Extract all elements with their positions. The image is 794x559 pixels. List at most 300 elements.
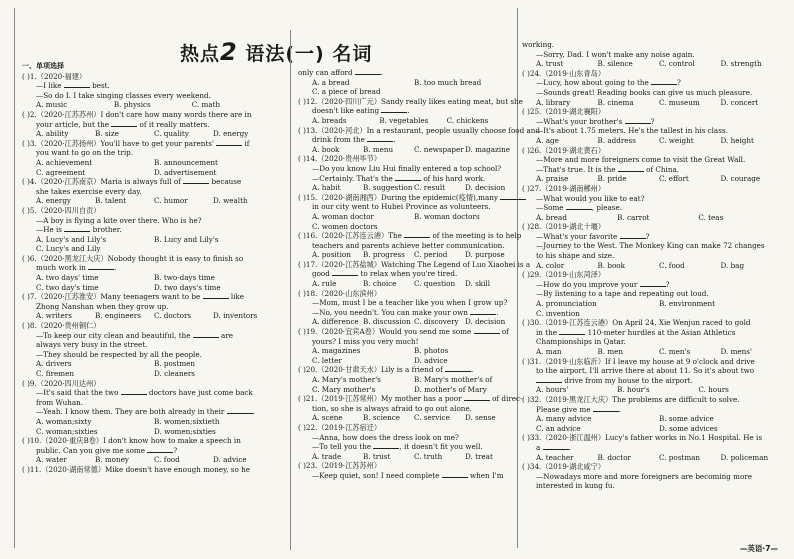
answer-option: D. sense <box>465 413 496 423</box>
answer-option: C. letter <box>312 355 342 365</box>
answer-blank <box>121 388 147 395</box>
options-row <box>298 87 516 97</box>
answer-blank <box>470 308 496 315</box>
answer-option: C. service <box>414 413 450 423</box>
answer-option: D. strength <box>720 59 762 69</box>
options-row <box>298 183 516 193</box>
question-q20 <box>298 365 516 394</box>
answer-option: D. height <box>720 135 754 145</box>
question-line: —Journey to the West. The Monkey King can make 72 changes <box>536 241 765 251</box>
answer-blank <box>227 407 253 414</box>
question-q14 <box>298 154 516 192</box>
question-line: —Sounds great! Reading books can give us much pleasure. <box>536 87 753 97</box>
question-line: —He is brother. <box>36 225 122 235</box>
options-row <box>522 414 782 424</box>
answer-option: A. color <box>536 260 565 270</box>
answer-blank <box>618 165 644 172</box>
answer-option: A. Mary's mother's <box>312 375 381 384</box>
question-line: much work in . <box>36 263 117 273</box>
question-line: —How do you improve your ? <box>536 279 670 289</box>
options-row <box>298 116 516 126</box>
answer-blank <box>216 139 242 146</box>
options-row <box>22 235 272 245</box>
question-line: ( )26.（2019·湖北黄石） <box>522 145 606 155</box>
answer-option: C. weight <box>659 135 694 145</box>
question-line: —Some , please. <box>536 203 623 213</box>
answer-option: A. energy <box>36 196 71 206</box>
answer-option: B. some advice <box>659 414 714 424</box>
question-line: working. <box>522 40 555 49</box>
options-row <box>298 346 516 356</box>
question-q4 <box>22 177 272 206</box>
answer-option: B. discussion <box>363 317 411 327</box>
question-line: —By listening to a tape and repeating out loud. <box>536 289 709 299</box>
answer-option: A. ability <box>36 129 69 139</box>
question-line: ( )25.（2019·湖北襄阳） <box>522 107 606 117</box>
options-row <box>298 385 516 395</box>
answer-option: A. difference <box>312 317 359 327</box>
answer-option: A. hours' <box>536 385 569 395</box>
answer-option: B. menu <box>363 144 394 154</box>
question-q5 <box>22 206 272 254</box>
question-q34 <box>522 462 782 491</box>
question-q30 <box>522 318 782 356</box>
question-line: ( )23.（2019·江苏苏州） <box>298 461 382 471</box>
question-line: drive from my house to the airport. <box>522 376 782 386</box>
answer-option: D. mother's of Mary <box>414 384 487 394</box>
answer-option: D. decision <box>465 183 506 193</box>
answer-option: B. suggestion <box>363 183 413 193</box>
question-line: public. Can you give me some ? <box>36 445 178 455</box>
answer-option: C. firemen <box>36 369 74 378</box>
answer-option: A. pronunciation <box>536 299 597 309</box>
answer-option: D. advertisement <box>154 167 217 177</box>
question-q10 <box>22 436 272 465</box>
answer-option: A. praise <box>536 174 569 184</box>
answer-option: B. Mary's mother's of <box>414 375 493 384</box>
answer-option: C. question <box>414 279 456 289</box>
question-line: ( )16.（2020·江苏连云港）The of the meeting is to help <box>298 231 522 241</box>
options-row <box>22 369 272 379</box>
question-line: ( )30.（2019·江苏连云港）On April 24, Xie Wenjun raced to gold <box>522 318 751 328</box>
section-heading: 一、单项选择 <box>22 62 64 70</box>
question-line: —To tell you the , it doesn't fit you well. <box>312 442 483 452</box>
question-line: —They should be respected by all the people. <box>36 349 202 359</box>
question-line: to the airport, I'll arrive there at about 11. So it's about two <box>536 366 755 376</box>
question-line: ( )31.（2019·山东临沂）If I leave my house at 9 o'clock and drive <box>522 356 755 366</box>
answer-option: C. women doctors <box>312 221 378 231</box>
answer-option: C. an advice <box>536 423 581 433</box>
answer-blank <box>193 331 219 338</box>
answer-option: A. man <box>536 347 562 356</box>
answer-option: C. math <box>191 100 221 110</box>
answer-option: D. two days's time <box>154 282 221 292</box>
options-row <box>522 309 782 319</box>
answer-option: C. chickens <box>446 115 489 125</box>
answer-blank <box>64 225 90 232</box>
question-line: Zhong Nanshan when they grow up. <box>36 301 169 311</box>
question-line: ( )20.（2020·甘肃天水）Lily is a friend of . <box>298 365 474 375</box>
answer-option: B. announcement <box>154 157 218 167</box>
question-line: ( )5.（2020·四川自贡） <box>22 205 101 215</box>
question-q33 <box>522 433 782 462</box>
question-q17 <box>298 259 531 289</box>
question-line: ( )24.（2019·山东青岛） <box>522 68 606 78</box>
options-row <box>298 78 516 88</box>
answer-blank <box>404 231 430 238</box>
answer-option: B. vegetables <box>379 115 429 125</box>
question-line: ( )21.（2019·江苏常州）My mother has a poor of direc- <box>298 394 523 404</box>
answer-option: B. engineers <box>95 311 141 321</box>
answer-option: C. quality <box>154 129 189 139</box>
question-line: ( )33.（2020·浙江温州）Lucy's father works in No.1 Hospital. He is <box>522 433 763 443</box>
question-q31 <box>522 357 782 395</box>
question-line: she takes exercise every day. <box>36 186 142 196</box>
question-q27 <box>522 184 782 222</box>
options-row <box>298 279 516 289</box>
question-line: ( )34.（2019·湖北咸宁） <box>522 462 606 472</box>
question-q19 <box>298 327 516 365</box>
options-row <box>22 129 272 139</box>
question-line: —What's your brother's ? <box>536 116 655 126</box>
question-line: —So do I. I take singing classes every weekend. <box>36 90 211 100</box>
question-line: —No, you needn't. You can make your own . <box>312 307 499 317</box>
question-line: ( )7.（2020·江苏淮安）Many teenagers want to be like <box>22 292 245 302</box>
question-q22 <box>298 423 516 461</box>
question-line: to his shape and size. <box>536 251 615 261</box>
options-row <box>22 168 272 178</box>
answer-blank <box>332 269 358 276</box>
answer-blank <box>543 443 569 450</box>
answer-option: A. scene <box>312 413 343 423</box>
answer-option: B. photos <box>414 346 449 356</box>
answer-blank <box>355 68 381 75</box>
answer-option: C. newspaper <box>414 144 464 154</box>
answer-option: B. cinema <box>597 97 634 107</box>
options-row <box>522 59 782 69</box>
answer-option: D. inventors <box>213 311 258 321</box>
answer-option: A. many advice <box>536 414 592 424</box>
answer-option: A. bread <box>536 212 567 222</box>
options-row <box>298 452 516 462</box>
options-row <box>298 375 516 385</box>
answer-option: A. teacher <box>536 452 574 462</box>
question-line: —A boy is flying a kite over there. Who is he? <box>36 215 202 225</box>
column-right <box>522 40 782 491</box>
column-divider <box>290 30 291 550</box>
answer-option: A. music <box>36 100 68 110</box>
answer-option: A. position <box>312 250 351 260</box>
answer-option: B. doctor <box>597 452 631 462</box>
question-line: —Keep quiet, son! I need complete when I'm <box>312 470 504 480</box>
answer-option: C. discovery <box>414 317 459 327</box>
question-line: —Nowadays more and more foreigners are becoming more <box>536 471 752 481</box>
answer-blank <box>474 327 500 334</box>
question-line: —Anna, how does the dress look on me? <box>312 432 459 442</box>
options-row <box>522 213 782 223</box>
answer-option: B. two-days time <box>154 273 215 283</box>
options-row <box>522 347 782 357</box>
options-row <box>298 145 516 155</box>
page-footer: —英语·7— <box>739 544 778 553</box>
answer-option: D. policeman <box>720 452 769 462</box>
question-line: —It's about 1.75 meters. He's the tallest in his class. <box>536 126 728 136</box>
options-row <box>22 417 272 427</box>
question-line: —Mom, must I be a teacher like you when I grow up? <box>312 298 508 308</box>
answer-option: B. choice <box>363 279 397 289</box>
options-row <box>22 311 272 321</box>
question-line: ( )9.（2020·四川达州） <box>22 378 101 388</box>
question-q2 <box>22 110 272 139</box>
answer-option: A. achievement <box>36 157 93 167</box>
answer-option: B. money <box>95 455 129 465</box>
answer-option: D. concert <box>720 97 759 107</box>
answer-option: A. a bread <box>312 77 350 87</box>
answer-option: D. wealth <box>213 196 248 206</box>
answer-option: C. food <box>154 455 180 465</box>
answer-option: B. women;sixtieth <box>154 416 220 426</box>
options-row <box>22 283 272 293</box>
answer-option: C. men's <box>659 347 691 356</box>
answer-blank <box>640 280 666 287</box>
answer-blank <box>367 135 393 142</box>
question-line: ( )11.（2020·湖南常德）Mike doesn't have enough money, so he <box>22 464 250 474</box>
question-q24 <box>522 69 782 107</box>
question-q12 <box>298 96 523 126</box>
question-line: Championships in Qatar. <box>536 337 626 347</box>
options-row <box>298 212 516 222</box>
question-line: ( )22.（2019·江苏宿迁） <box>298 422 382 432</box>
answer-option: C. humor <box>154 196 188 206</box>
options-row <box>22 273 272 283</box>
answer-option: B. science <box>363 413 401 423</box>
answer-blank <box>593 405 619 412</box>
column-middle <box>298 68 541 481</box>
answer-option: B. postmen <box>154 359 196 369</box>
answer-option: B. carrot <box>617 212 650 222</box>
answer-option: B. pride <box>597 174 627 184</box>
answer-option: A. trade <box>312 451 342 461</box>
answer-option: A. age <box>536 135 559 145</box>
question-line: ( )15.（2020·湖南湘西）During the epidemic(疫情),many <box>298 193 516 203</box>
question-line: ( )28.（2019·湖北十堰） <box>522 222 606 232</box>
column-divider <box>14 8 15 548</box>
answer-option: C. postman <box>659 452 701 462</box>
question-q1 <box>22 72 272 110</box>
answer-option: C. period <box>414 250 448 260</box>
options-row <box>22 244 272 254</box>
answer-option: C. control <box>659 59 695 69</box>
answer-option: B. too much bread <box>414 77 482 87</box>
question-line: Please give me . <box>536 404 622 414</box>
question-q7 <box>22 292 272 321</box>
answer-option: C. Lucy's and Lily <box>36 244 101 254</box>
answer-blank <box>559 328 585 335</box>
answer-option: D. some advices <box>659 423 718 433</box>
answer-option: A. woman doctor <box>312 211 374 221</box>
options-row <box>522 453 782 463</box>
answer-option: A. magazines <box>312 346 361 356</box>
question-line: ( )6.（2020·黑龙江大庆）Nobody thought it is easy to finish so <box>22 253 244 263</box>
question-line: ( )8.（2020·贵州铜仁） <box>22 321 101 331</box>
options-row <box>22 100 272 110</box>
question-line: always very busy in the street. <box>36 340 148 350</box>
answer-option: A. two days' time <box>36 273 99 283</box>
answer-blank <box>111 120 137 127</box>
question-q11b <box>298 68 516 97</box>
answer-option: D. bag <box>720 260 745 270</box>
answer-blank <box>620 232 646 239</box>
options-row <box>22 359 272 369</box>
answer-blank <box>445 365 471 372</box>
answer-option: D. advice <box>414 355 448 365</box>
answer-blank <box>625 117 651 124</box>
question-q18 <box>298 289 516 327</box>
question-line: —What would you like to eat? <box>536 193 645 203</box>
answer-blank <box>464 394 490 401</box>
question-q28 <box>522 222 782 270</box>
answer-blank <box>381 106 407 113</box>
question-line: in our city went to Hubei Province as volunteers. <box>312 202 491 212</box>
options-row <box>22 455 272 465</box>
question-q6 <box>22 254 272 292</box>
answer-option: C. doctors <box>154 311 192 321</box>
answer-option: A. drivers <box>36 359 72 369</box>
question-q15 <box>298 193 516 231</box>
answer-option: C. effort <box>659 174 689 184</box>
answer-option: B. physics <box>113 100 151 110</box>
options-row <box>22 427 272 437</box>
answer-option: D. energy <box>213 129 249 139</box>
question-line: ( )32.（2019·黑龙江大庆）The problems are difficult to solve. <box>522 394 740 404</box>
question-line: ( )14.（2020·贵州毕节） <box>298 154 382 164</box>
answer-option: B. environment <box>659 299 716 309</box>
question-line: drink from the . <box>312 135 396 145</box>
question-q26 <box>522 146 782 184</box>
answer-option: B. size <box>95 129 119 139</box>
options-row <box>298 317 516 327</box>
answer-blank <box>183 177 209 184</box>
question-line: —That's true. It is the of China. <box>536 164 680 174</box>
question-line: —Certainly. That's the of his hard work. <box>312 173 486 183</box>
question-line: teachers and parents achieve better communication. <box>312 240 505 250</box>
question-line: —Do you know Liu Hui finally entered a top school? <box>312 163 502 173</box>
question-q13 <box>298 125 541 155</box>
question-q29 <box>522 270 782 318</box>
column-left <box>22 62 272 475</box>
question-line: ( )17.（2020·江苏盐城）Watching The Legend of Luo Xiaohei is a <box>298 259 531 269</box>
question-line: a . <box>536 442 571 452</box>
question-q25 <box>522 107 782 145</box>
answer-blank <box>147 446 173 453</box>
answer-option: C. museum <box>659 97 700 107</box>
answer-option: B. talent <box>95 196 127 206</box>
answer-option: A. trust <box>536 59 564 69</box>
answer-option: B. address <box>597 135 636 145</box>
answer-option: D. treat <box>465 451 493 461</box>
answer-option: A. habit <box>312 183 341 193</box>
answer-option: D. women;sixties <box>154 426 216 436</box>
answer-option: D. cleaners <box>154 369 195 378</box>
question-line: —Lucy, how about going to the ? <box>536 78 681 88</box>
options-row <box>298 222 516 232</box>
answer-option: A. water <box>36 455 67 465</box>
question-line: —More and more foreigners come to visit the Great Wall. <box>536 155 746 165</box>
answer-option: C. result <box>414 183 446 193</box>
options-row <box>522 299 782 309</box>
question-q9 <box>22 379 272 437</box>
answer-option: C. two day's time <box>36 282 99 292</box>
answer-option: C. woman;sixties <box>36 426 98 436</box>
question-q32 <box>522 395 782 433</box>
answer-option: C. hours <box>698 385 729 395</box>
question-q16 <box>298 231 522 260</box>
answer-blank <box>395 174 421 181</box>
question-q11 <box>22 465 272 475</box>
question-line: ( )10.（2020·重庆B卷）I don't know how to make a speech in <box>22 436 241 446</box>
question-line: —What's your favorite ? <box>536 231 650 241</box>
question-q23b <box>522 40 782 69</box>
question-line: —To keep our city clean and beautiful, the are <box>36 330 234 340</box>
question-line: doesn't like eating . <box>312 106 410 116</box>
answer-option: D. magazine <box>465 144 511 154</box>
options-row <box>298 250 516 260</box>
question-line: ( )2.（2020·江苏苏州）I don't care how many words there are in <box>22 109 252 119</box>
question-line: —Sorry, Dad. I won't make any noise again. <box>536 49 695 59</box>
answer-option: C. truth <box>414 451 443 461</box>
answer-option: A. Lucy's and Lily's <box>36 234 107 244</box>
question-line: ( )29.（2019·山东菏泽） <box>522 270 606 280</box>
answer-option: B. progress <box>363 250 405 260</box>
options-row <box>298 356 516 366</box>
question-line: ( )18.（2020·山东滨州） <box>298 288 382 298</box>
question-line: your article, but the of it really matters. <box>36 119 210 129</box>
answer-option: A. writers <box>36 311 72 321</box>
options-row <box>298 413 516 423</box>
question-line: ( )27.（2019·湖南郴州） <box>522 183 606 193</box>
answer-option: A. rule <box>312 279 337 289</box>
question-line: interested in kung fu. <box>536 481 615 491</box>
question-line: —Yeah. I know them. They are both already in their . <box>36 407 255 417</box>
question-line: only can afford . <box>298 68 384 77</box>
question-q21 <box>298 394 523 423</box>
answer-option: D. courage <box>720 174 761 184</box>
question-line: ( )4.（2020·江苏南京）Maria is always full of because <box>22 177 242 187</box>
question-line: in the 110-meter hurdles at the Asian Athletics <box>536 327 736 337</box>
answer-blank <box>203 292 229 299</box>
answer-option: A. breads <box>312 115 347 125</box>
answer-option: B. woman doctors <box>414 211 480 221</box>
answer-option: C. invention <box>536 308 580 318</box>
options-row <box>522 385 782 395</box>
question-line: from Wuhan. <box>36 397 84 407</box>
answer-blank <box>536 376 562 383</box>
column-divider <box>517 8 518 548</box>
question-line: tion, so she is always afraid to go out alone. <box>312 403 472 413</box>
options-row <box>522 174 782 184</box>
answer-blank <box>373 442 399 449</box>
answer-option: D. purpose <box>465 250 505 260</box>
question-line: good to relax when you're tired. <box>312 269 458 279</box>
answer-option: D. mens' <box>720 347 752 356</box>
answer-option: D. skill <box>465 279 491 289</box>
answer-option: A. library <box>536 97 571 107</box>
answer-blank <box>64 81 90 88</box>
answer-option: B. men <box>597 347 624 356</box>
answer-option: B. book <box>597 260 625 270</box>
question-line: ( )12.（2020·四川广元）Sandy really likes eating meat, but she <box>298 96 523 106</box>
answer-option: A. woman;sixty <box>36 416 92 426</box>
